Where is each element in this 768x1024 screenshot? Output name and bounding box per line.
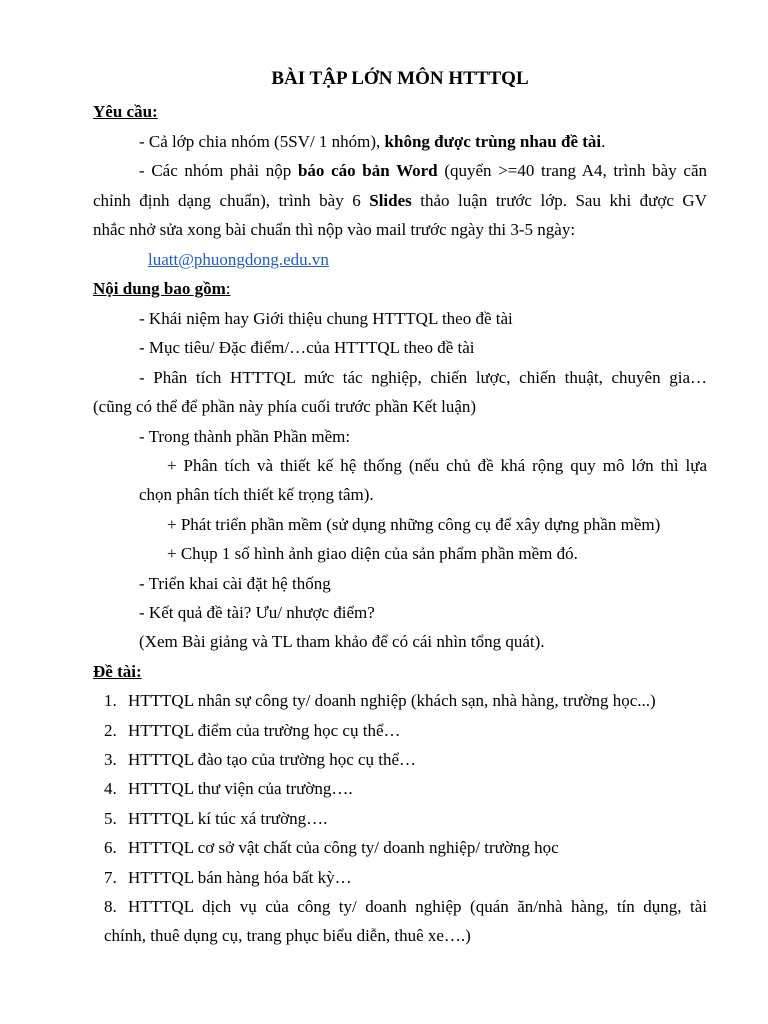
req2-bold: báo cáo bản Word: [297, 161, 438, 180]
content-item: (cũng có thể để phần này phía cuối trước phần Kết luận): [93, 397, 477, 416]
req3-text: chỉnh định dạng chuẩn), trình bày 6: [93, 191, 370, 210]
topic-item-continuation: chính, thuê dụng cụ, trang phục biểu diễn, thuê xe….): [104, 926, 471, 945]
topic-text: HTTTQL nhân sự công ty/ doanh nghiệp (khách sạn, nhà hàng, trường học...): [128, 691, 656, 710]
content-subitem: + Phân tích và thiết kế hệ thống (nếu chủ đề khá rộng quy mô lớn thì lựa: [167, 456, 707, 475]
email-link[interactable]: luatt@phuongdong.edu.vn: [148, 250, 329, 269]
topic-text: HTTTQL điểm của trường học cụ thể…: [128, 721, 401, 740]
content-item: (Xem Bài giảng và TL tham khảo để có cái nhìn tổng quát).: [139, 632, 545, 651]
req3-bold: Slides: [369, 191, 412, 210]
topic-number: 2.: [104, 721, 117, 740]
topic-text: HTTTQL dịch vụ của công ty/ doanh nghiệp (quán ăn/nhà hàng, tín dụng, tài: [128, 897, 707, 916]
topic-item: [104, 867, 352, 889]
topic-number: 5.: [104, 809, 117, 828]
email-link-wrap: [148, 249, 329, 271]
topic-text: HTTTQL kí túc xá trường….: [128, 809, 328, 828]
topic-text: HTTTQL cơ sở vật chất của công ty/ doanh nghiệp/ trường học: [128, 838, 559, 857]
topic-item: [104, 896, 707, 918]
topic-text: HTTTQL bán hàng hóa bất kỳ…: [128, 868, 352, 887]
topic-number: 4.: [104, 779, 117, 798]
content-subitem: + Chụp 1 số hình ảnh giao diện của sản phẩm phần mềm đó.: [167, 544, 578, 563]
topic-number: 6.: [104, 838, 117, 857]
topic-item: [104, 778, 353, 800]
content-item: - Khái niệm hay Giới thiệu chung HTTTQL theo đề tài: [139, 309, 513, 328]
contents-colon: :: [225, 279, 231, 298]
content-item: - Phân tích HTTTQL mức tác nghiệp, chiến lược, chiến thuật, chuyên gia…: [139, 368, 707, 387]
topic-number: 3.: [104, 750, 117, 769]
topic-number: 8.: [104, 897, 117, 916]
requirement-line-1: [139, 131, 605, 153]
content-subitem: + Phát triển phần mềm (sử dụng những công cụ để xây dựng phần mềm): [167, 515, 661, 534]
req2-text: - Các nhóm phải nộp: [139, 161, 298, 180]
req1-end: .: [601, 132, 606, 151]
content-item: - Mục tiêu/ Đặc điểm/…của HTTTQL theo đề tài: [139, 338, 475, 357]
topic-item: [104, 808, 327, 830]
topic-number: 1.: [104, 691, 117, 710]
topic-item: [104, 837, 559, 859]
requirements-heading: Yêu cầu:: [93, 102, 158, 121]
topic-text: HTTTQL thư viện của trường….: [128, 779, 353, 798]
req2-end: (quyển >=40 trang A4, trình bày căn: [437, 161, 707, 180]
requirement-line-3: [93, 190, 707, 212]
content-item: - Trong thành phần Phần mềm:: [139, 427, 351, 446]
document-title: BÀI TẬP LỚN MÔN HTTTQL: [271, 68, 529, 89]
topic-item: [104, 720, 401, 742]
contents-heading: Nội dung bao gồm: [93, 279, 226, 298]
req1-text: - Cả lớp chia nhóm (5SV/ 1 nhóm),: [139, 132, 385, 151]
topic-item: [104, 749, 416, 771]
topics-heading: Đề tài:: [93, 662, 142, 681]
req3-end: thảo luận trước lớp. Sau khi được GV: [411, 191, 707, 210]
requirement-line-4: nhắc nhở sửa xong bài chuẩn thì nộp vào mail trước ngày thi 3-5 ngày:: [93, 220, 576, 239]
content-item: - Triển khai cài đặt hệ thống: [139, 574, 331, 593]
req1-bold: không được trùng nhau đề tài: [384, 132, 602, 151]
requirement-line-2: [139, 160, 707, 182]
topic-text: HTTTQL đào tạo của trường học cụ thể…: [128, 750, 417, 769]
topic-item: [104, 690, 656, 712]
topic-number: 7.: [104, 868, 117, 887]
content-item: - Kết quả đề tài? Ưu/ nhược điểm?: [139, 603, 375, 622]
content-subitem: chọn phân tích thiết kế trọng tâm).: [139, 485, 374, 504]
contents-heading-wrap: [93, 278, 230, 300]
